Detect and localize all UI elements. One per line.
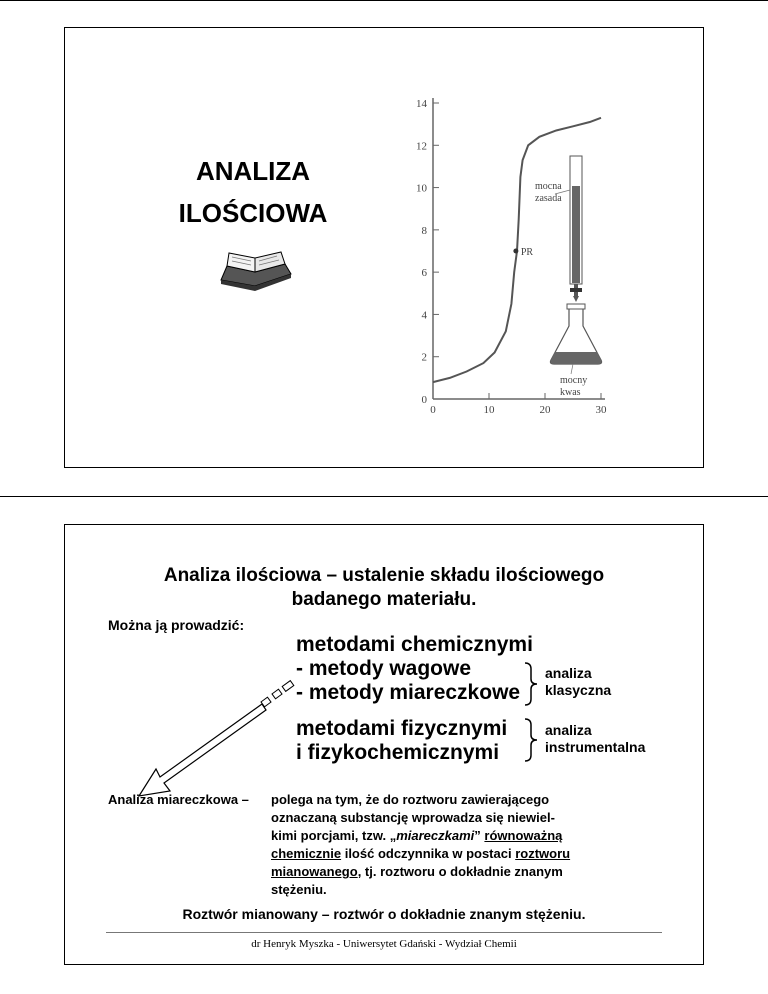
line-4-middle: ilość odczynnika w postaci (341, 846, 516, 861)
acid-label-line-1: mocny (560, 375, 588, 386)
titration-definition-line-2: oznaczaną substancję wprowadza się niewiel- (271, 810, 555, 825)
titration-definition-line-1: polega na tym, że do roztworu zawierającego (271, 792, 550, 807)
physical-methods-line-2: i fizykochemicznymi (296, 741, 500, 764)
y-tick-label: 0 (421, 394, 427, 406)
y-tick-label: 2 (421, 351, 427, 364)
y-tick-label: 10 (416, 182, 427, 195)
roztworu-term: roztworu (515, 846, 571, 861)
instrumental-analysis-line-2: instrumentalna (545, 739, 646, 755)
base-label-line-1: mocna (535, 181, 562, 192)
x-tick-label: 0 (430, 404, 436, 416)
slide-1-title-line-2: ILOŚCIOWA (178, 198, 328, 228)
instrumental-brace-icon (524, 718, 538, 762)
line-5-rest: , tj. roztworu o dokładnie znanym (357, 864, 563, 879)
titration-definition-line-4 (271, 846, 570, 861)
y-tick-label: 14 (416, 98, 427, 110)
y-tick-label: 4 (421, 309, 427, 322)
pointing-arrow-icon (130, 655, 300, 805)
acid-label-line-2: kwas (560, 387, 581, 398)
titration-methods: - metody miareczkowe (296, 681, 521, 704)
chemicznie-term: chemicznie (271, 846, 342, 861)
equivalence-point-marker (513, 249, 518, 254)
top-page-border (0, 0, 768, 1)
x-tick-label: 20 (539, 404, 551, 416)
base-label-line-2: zasada (535, 193, 562, 204)
chemical-methods: metodami chemicznymi (296, 633, 533, 656)
classic-analysis-line-1: analiza (545, 665, 592, 681)
erlenmeyer-flask-icon (550, 304, 601, 364)
titration-definition-term: Analiza miareczkowa – (108, 792, 249, 807)
burette-icon (570, 156, 582, 302)
titration-curve-chart (393, 86, 673, 426)
titration-definition-line-6: stężeniu. (271, 882, 327, 897)
miareczkami-term: miareczkami (396, 828, 475, 843)
weight-methods: - metody wagowe (296, 657, 472, 680)
equivalence-point-label: PR (520, 247, 534, 258)
footer-text: dr Henryk Myszka - Uniwersytet Gdański - Wydział Chemii (251, 938, 517, 950)
classic-brace-icon (524, 662, 538, 706)
standard-solution-definition: Roztwór mianowany – roztwór o dokładnie znanym stężeniu. (182, 906, 586, 922)
physical-methods-line-1: metodami fizycznymi (296, 717, 508, 740)
open-book-icon (217, 250, 297, 292)
rownowazna-term: równoważną (484, 828, 563, 843)
x-tick-label: 10 (483, 404, 495, 416)
x-tick-label: 30 (595, 404, 607, 416)
classic-analysis-line-2: klasyczna (545, 682, 612, 698)
mianowanego-term: mianowanego (271, 864, 358, 879)
y-tick-label: 8 (421, 224, 427, 237)
y-tick-label: 12 (416, 140, 427, 153)
instrumental-analysis-line-1: analiza (545, 722, 592, 738)
line-3-prefix: kimi porcjami, tzw. „ (271, 828, 397, 843)
slide-2-heading-line-2: badanego materiału. (291, 589, 477, 610)
page-divider (0, 496, 768, 497)
y-tick-label: 6 (421, 267, 427, 280)
titration-definition-line-5 (271, 864, 563, 879)
titration-definition-line-3 (271, 828, 562, 843)
slide-1 (64, 27, 704, 468)
intro-text: Można ją prowadzić: (108, 617, 245, 633)
slide-1-title-line-1: ANALIZA (195, 156, 311, 186)
slide-2-heading-line-1: Analiza ilościowa – ustalenie składu ilościowego (163, 565, 605, 586)
footer-rule (106, 932, 662, 933)
line-3-quote: ” (474, 828, 485, 843)
